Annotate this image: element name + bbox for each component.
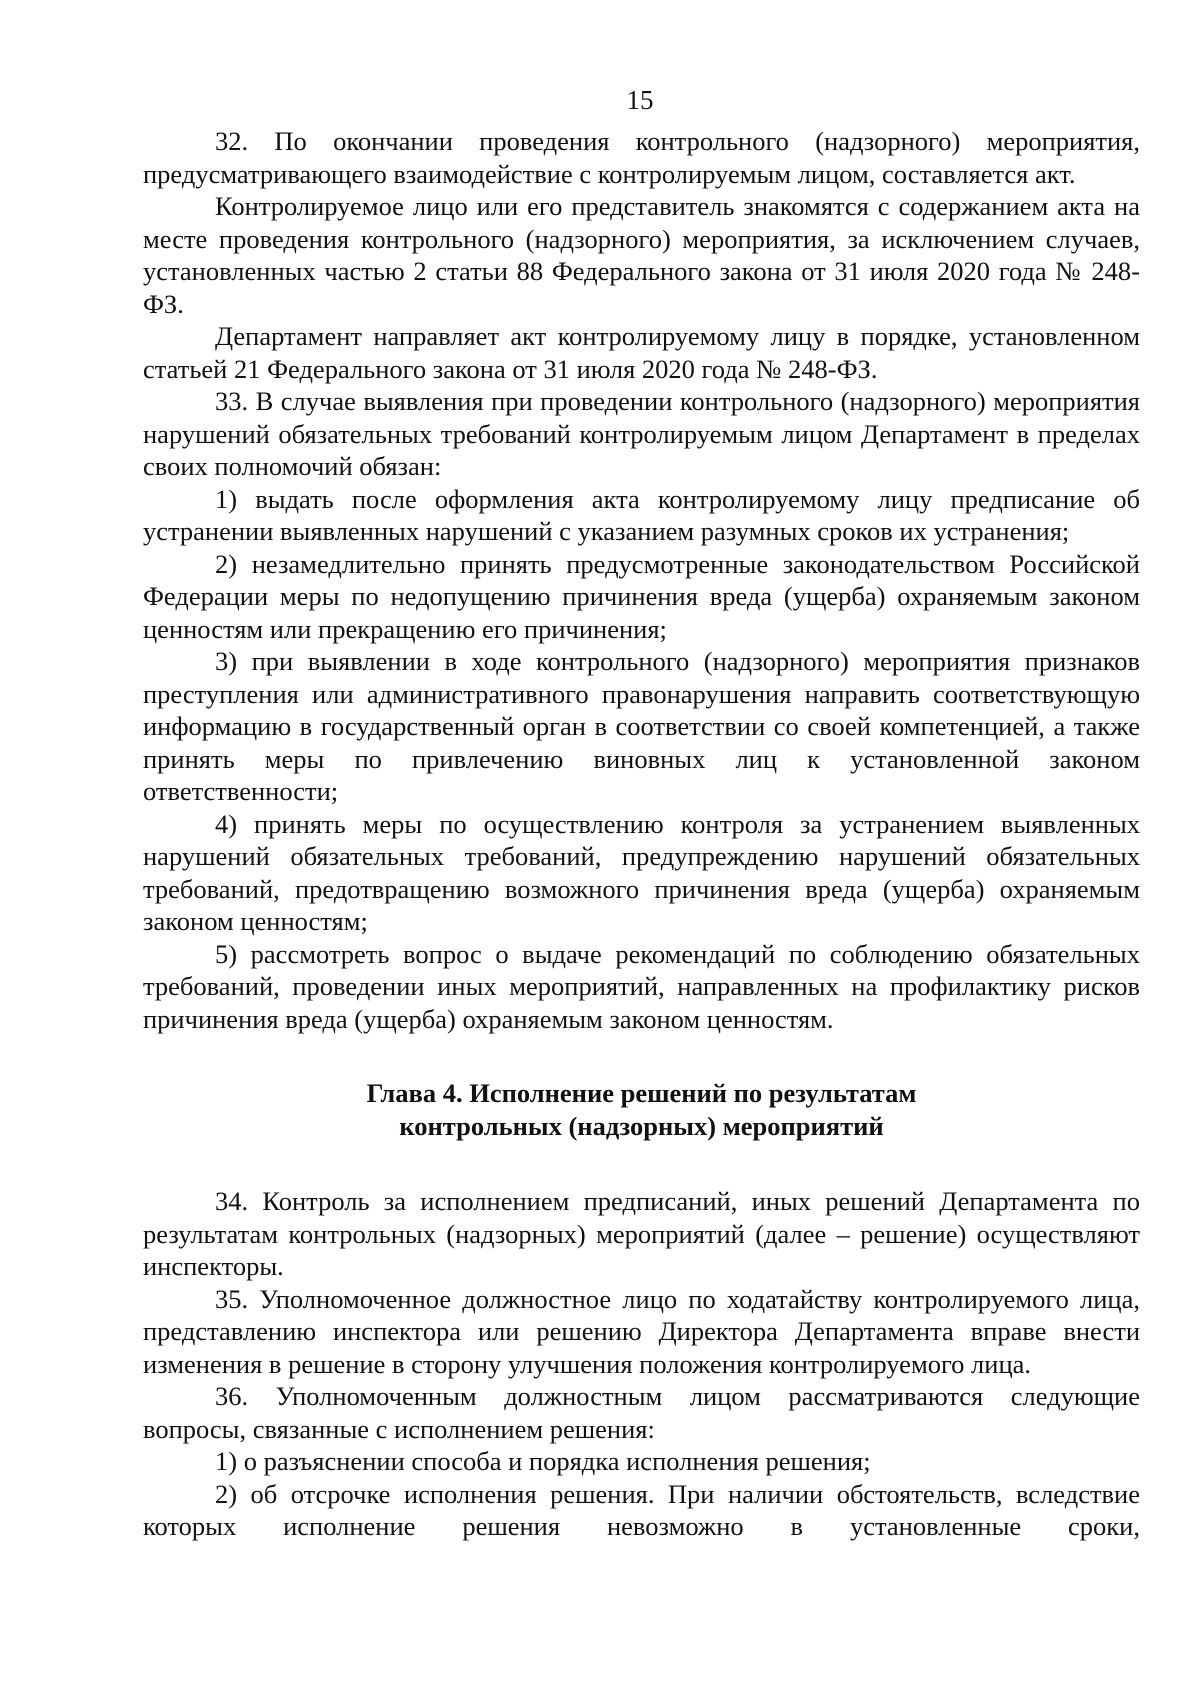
list-item-33-5: 5) рассмотреть вопрос о выдаче рекомендаций по соблюдению обязательных требований, проведении иных мероприятий, направленных на профилактику рисков причинения вреда (ущерба) охраняемым законом ценностям.	[143, 938, 1140, 1034]
paragraph-32-sending-act: Департамент направляет акт контролируемому лицу в порядке, установленном статьей 21 Федерального закона от 31 июля 2020 года № 248-ФЗ.	[143, 321, 1140, 384]
list-item-33-3: 3) при выявлении в ходе контрольного (надзорного) мероприятия признаков преступления или административного правонарушения направить соответствующую информацию в государственный орган в соответствии со своей компетенцией, а также принять меры по привлечению виновных лиц к установленной законом ответственности;	[143, 646, 1140, 806]
page-number: 15	[626, 85, 654, 115]
list-item-33-1: 1) выдать после оформления акта контролируемому лицу предписание об устранении выявленных нарушений с указанием разумных сроков их устранения;	[143, 483, 1140, 546]
list-item-36-2: 2) об отсрочке исполнения решения. При наличии обстоятельств, вследствие которых исполнение решения невозможно в установленные сроки,	[143, 1478, 1140, 1541]
paragraph-34: 34. Контроль за исполнением предписаний, иных решений Департамента по результатам контрольных (надзорных) мероприятий (далее – решение) осуществляют инспекторы.	[143, 1186, 1140, 1281]
chapter-heading	[143, 1077, 1140, 1143]
list-item-33-2: 2) незамедлительно принять предусмотренные законодательством Российской Федерации меры по недопущению причинения вреда (ущерба) охраняемым законом ценностям или прекращению его причинения;	[143, 548, 1140, 644]
paragraph-35: 35. Уполномоченное должностное лицо по ходатайству контролируемого лица, представлению инспектора или решению Директора Департамента вправе внести изменения в решение в сторону улучшения положения контролируемого лица.	[143, 1283, 1140, 1379]
paragraph-36: 36. Уполномоченным должностным лицом рассматриваются следующие вопросы, связанные с исполнением решения:	[143, 1381, 1140, 1444]
paragraph-32: 32. По окончании проведения контрольного (надзорного) мероприятия, предусматривающего взаимодействие с контролируемым лицом, составляется акт.	[143, 126, 1140, 189]
paragraph-33: 33. В случае выявления при проведении контрольного (надзорного) мероприятия нарушений обязательных требований контролируемым лицом Департамент в пределах своих полномочий обязан:	[143, 386, 1140, 481]
list-item-33-4: 4) принять меры по осуществлению контроля за устранением выявленных нарушений обязательных требований, предупреждению нарушений обязательных требований, предотвращению возможного причинения вреда (ущерба) охраняемым законом ценностям;	[143, 808, 1140, 936]
document-body	[143, 125, 1140, 1543]
list-item-36-1: 1) о разъяснении способа и порядка исполнения решения;	[215, 1446, 871, 1476]
paragraph-32-acquaintance: Контролируемое лицо или его представитель знакомятся с содержанием акта на месте проведения контрольного (надзорного) мероприятия, за исключением случаев, установленных частью 2 статьи 88 Федерального закона от 31 июля 2020 года № 248-ФЗ.	[143, 191, 1140, 319]
chapter-heading-line-2: контрольных (надзорных) мероприятий	[399, 1111, 884, 1141]
chapter-heading-line-1: Глава 4. Исполнение решений по результатам	[366, 1078, 917, 1108]
